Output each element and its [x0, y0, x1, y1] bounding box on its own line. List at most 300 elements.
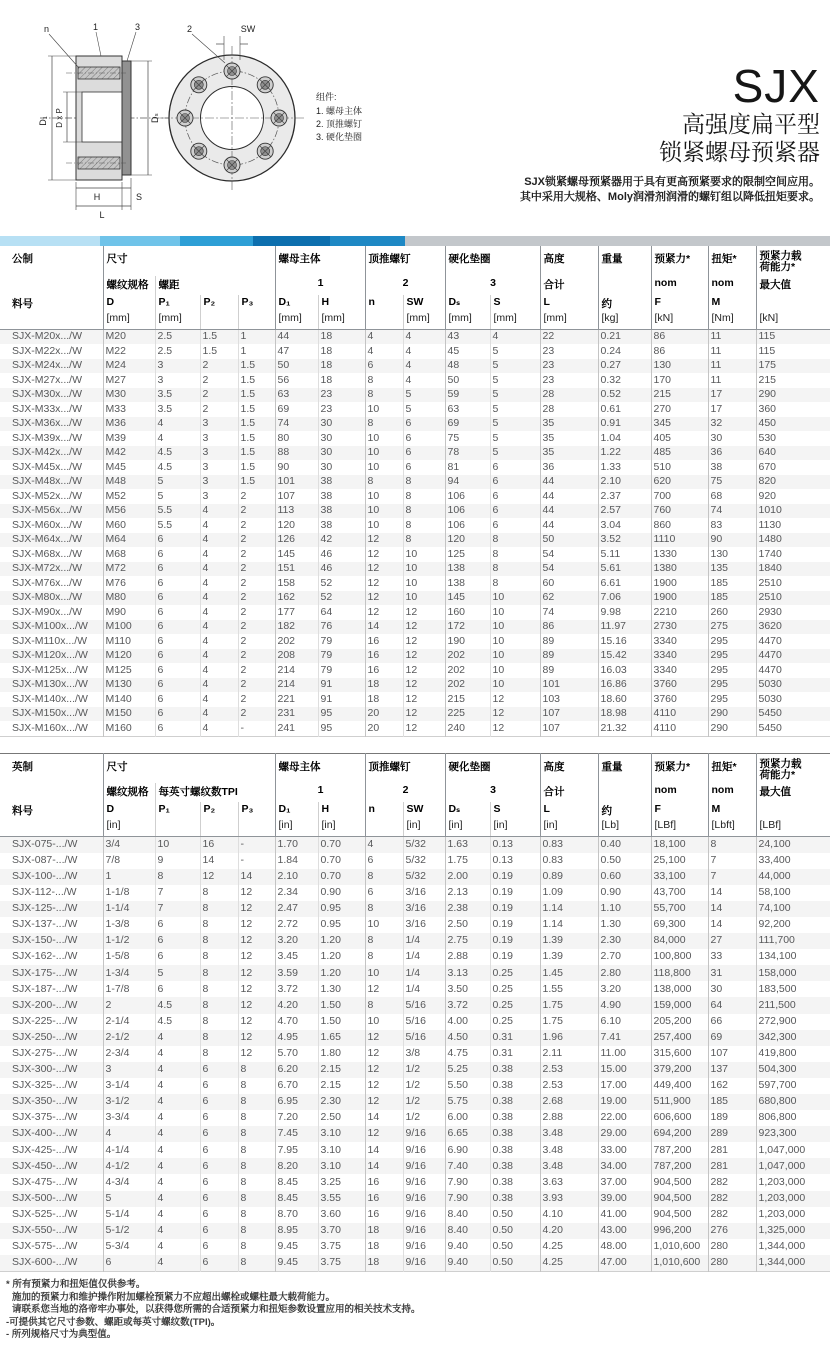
value-cell: 10	[365, 446, 403, 461]
part-number-cell: SJX-M90x.../W	[12, 605, 83, 618]
value-cell: 231	[275, 707, 318, 722]
value-cell: -	[238, 721, 275, 736]
nut-body-group-header: 螺母主体	[275, 753, 365, 783]
value-cell: 1010	[756, 504, 830, 519]
value-cell: 2	[238, 649, 275, 664]
value-cell: 4.5	[155, 460, 200, 475]
table-row	[0, 1078, 830, 1094]
legend-item-2: 2. 顶推螺钉	[316, 119, 363, 129]
value-cell: 1.5	[238, 460, 275, 475]
value-cell: 1.5	[238, 446, 275, 461]
value-cell: 1-7/8	[103, 981, 155, 997]
value-cell: -	[238, 836, 275, 853]
part-number-header: 料号	[12, 805, 33, 817]
title-block	[520, 62, 820, 205]
value-cell: M100	[103, 620, 155, 635]
part-number-cell: SJX-087-.../W	[12, 853, 78, 866]
value-cell: 44	[540, 504, 598, 519]
part-number-cell: SJX-150-.../W	[12, 934, 78, 947]
value-cell: 8	[200, 901, 238, 917]
value-cell: 4	[155, 1191, 200, 1207]
value-cell: 0.40	[598, 836, 651, 853]
value-cell: 0.50	[598, 853, 651, 869]
value-cell: 3	[200, 431, 238, 446]
value-cell: 69	[445, 417, 490, 432]
value-cell: 7.90	[445, 1174, 490, 1190]
part-number-cell: SJX-M60x.../W	[12, 518, 83, 531]
value-cell: 8	[403, 533, 445, 548]
value-cell: 3620	[756, 620, 830, 635]
tpi-header: 每英寸螺纹数TPI	[155, 783, 275, 802]
value-cell: 12	[238, 901, 275, 917]
value-cell: 3.10	[318, 1158, 365, 1174]
value-cell: M72	[103, 562, 155, 577]
value-cell: 8	[200, 1046, 238, 1062]
value-cell: 8	[200, 949, 238, 965]
value-cell: 0.91	[598, 417, 651, 432]
value-cell: 145	[275, 547, 318, 562]
value-cell: 1,047,000	[756, 1142, 830, 1158]
value-cell: 7.06	[598, 591, 651, 606]
value-cell: 18	[318, 373, 365, 388]
table-row	[0, 1062, 830, 1078]
table-row	[0, 901, 830, 917]
table-row	[0, 446, 830, 461]
value-cell: 1/4	[403, 949, 445, 965]
value-cell: 10	[365, 402, 403, 417]
value-cell: 3.5	[155, 388, 200, 403]
table-row	[0, 1014, 830, 1030]
value-cell: 1/2	[403, 1110, 445, 1126]
value-cell: 0.19	[490, 933, 540, 949]
value-cell: 1.22	[598, 446, 651, 461]
table-row	[0, 576, 830, 591]
front-view	[160, 24, 304, 190]
value-cell: 2.72	[275, 917, 318, 933]
jack-screw-group-header: 顶推螺钉	[365, 246, 445, 276]
value-cell: 3.13	[445, 965, 490, 981]
value-cell: 6.65	[445, 1126, 490, 1142]
brand-bar-segment	[180, 236, 253, 246]
value-cell: 185	[708, 591, 756, 606]
value-cell: 62	[540, 591, 598, 606]
value-cell: 1.5	[238, 417, 275, 432]
value-cell: 4	[200, 620, 238, 635]
value-cell: 5	[155, 475, 200, 490]
footnote-line-5: - 所列规格尺寸为典型值。	[6, 1329, 117, 1341]
value-cell: 202	[445, 649, 490, 664]
value-cell: 6	[155, 620, 200, 635]
value-cell: 2	[238, 504, 275, 519]
value-cell: 7	[708, 869, 756, 885]
table-row	[0, 1174, 830, 1190]
value-cell: 860	[651, 518, 708, 533]
value-cell: M76	[103, 576, 155, 591]
value-cell: 172	[445, 620, 490, 635]
size-group-header: 尺寸	[103, 246, 275, 276]
value-cell: 5	[490, 402, 540, 417]
value-cell: M39	[103, 431, 155, 446]
value-cell: 7.95	[275, 1142, 318, 1158]
value-cell: 8	[365, 388, 403, 403]
value-cell: 23	[318, 402, 365, 417]
value-cell: 30	[318, 460, 365, 475]
value-cell: 6.95	[275, 1094, 318, 1110]
value-cell: 8	[238, 1158, 275, 1174]
value-cell: 8.40	[445, 1207, 490, 1223]
value-cell: 54	[540, 547, 598, 562]
unit-f: [kN]	[651, 311, 708, 329]
value-cell: 50	[275, 359, 318, 374]
value-cell: 92,200	[756, 917, 830, 933]
value-cell: 107	[540, 721, 598, 736]
value-cell: 640	[756, 446, 830, 461]
value-cell: 38	[318, 518, 365, 533]
value-cell: 2.88	[445, 949, 490, 965]
value-cell: 88	[275, 446, 318, 461]
unit-f: [LBf]	[651, 818, 708, 836]
value-cell: 315,600	[651, 1046, 708, 1062]
value-cell: 0.38	[490, 1142, 540, 1158]
value-cell: 17	[708, 402, 756, 417]
value-cell: 6	[403, 446, 445, 461]
component-1-header: 1	[275, 276, 365, 295]
value-cell: 6	[200, 1174, 238, 1190]
value-cell: 38	[318, 504, 365, 519]
value-cell: 44	[540, 489, 598, 504]
value-cell: 8.20	[275, 1158, 318, 1174]
value-cell: 16	[365, 1191, 403, 1207]
value-cell: 159,000	[651, 997, 708, 1013]
value-cell: 4	[365, 344, 403, 359]
value-cell: 345	[651, 417, 708, 432]
value-cell: 6	[155, 678, 200, 693]
table-row	[0, 417, 830, 432]
page-header	[0, 0, 830, 236]
value-cell: 1/4	[403, 933, 445, 949]
value-cell: 190	[445, 634, 490, 649]
value-cell: 9/16	[403, 1207, 445, 1223]
value-cell: 4-1/2	[103, 1158, 155, 1174]
col-n: n	[365, 295, 403, 311]
value-cell: M20	[103, 329, 155, 344]
value-cell: 118,800	[651, 965, 708, 981]
value-cell: 680,800	[756, 1094, 830, 1110]
value-cell: 4.20	[275, 997, 318, 1013]
value-cell: 3.5	[155, 402, 200, 417]
value-cell: 0.25	[490, 981, 540, 997]
value-cell: 0.27	[598, 359, 651, 374]
value-cell: 69,300	[651, 917, 708, 933]
value-cell: 215	[756, 373, 830, 388]
value-cell: 84,000	[651, 933, 708, 949]
value-cell: 52	[318, 576, 365, 591]
value-cell: 45	[445, 344, 490, 359]
imperial-table-header	[0, 753, 830, 836]
value-cell: M27	[103, 373, 155, 388]
capacity-group-header: 预紧力载荷能力*	[756, 753, 830, 783]
value-cell: 2.15	[318, 1078, 365, 1094]
unit-d1: [mm]	[275, 311, 318, 329]
value-cell: 12	[238, 949, 275, 965]
value-cell: 185	[708, 1094, 756, 1110]
value-cell: 12	[490, 721, 540, 736]
value-cell: 12	[238, 1030, 275, 1046]
value-cell: 7	[155, 885, 200, 901]
brand-bar-rest	[405, 236, 830, 246]
value-cell: 0.31	[490, 1046, 540, 1062]
value-cell: 7.90	[445, 1191, 490, 1207]
value-cell: 1740	[756, 547, 830, 562]
value-cell: M42	[103, 446, 155, 461]
value-cell: 3-1/2	[103, 1094, 155, 1110]
value-cell: 4	[403, 344, 445, 359]
value-cell: 1.5	[238, 373, 275, 388]
col-approx: 约	[598, 295, 651, 311]
value-cell: 4470	[756, 634, 830, 649]
value-cell: 1.65	[318, 1030, 365, 1046]
value-cell: 86	[651, 329, 708, 344]
value-cell: 113	[275, 504, 318, 519]
value-cell: 44	[275, 329, 318, 344]
value-cell: 55,700	[651, 901, 708, 917]
value-cell: 1,010,600	[651, 1255, 708, 1272]
value-cell: 16	[365, 634, 403, 649]
value-cell: 10	[365, 489, 403, 504]
value-cell: 3/8	[403, 1046, 445, 1062]
value-cell: 6	[490, 475, 540, 490]
dim-label-h: H	[93, 192, 101, 202]
value-cell: 2510	[756, 576, 830, 591]
unit-l: [in]	[540, 818, 598, 836]
value-cell: 1.75	[540, 997, 598, 1013]
table-row	[0, 678, 830, 693]
col-n: n	[365, 802, 403, 818]
table-row	[0, 1046, 830, 1062]
height-group-header: 高度	[540, 753, 598, 783]
value-cell: 0.13	[490, 836, 540, 853]
value-cell: 35	[540, 431, 598, 446]
value-cell: 2.10	[598, 475, 651, 490]
footnote-line-4: -可提供其它尺寸参数、螺距或每英寸螺纹数(TPI)。	[6, 1316, 221, 1328]
value-cell: M68	[103, 547, 155, 562]
value-cell: 8	[490, 533, 540, 548]
value-cell: 23	[540, 359, 598, 374]
value-cell: 4110	[651, 721, 708, 736]
value-cell: 9.45	[275, 1255, 318, 1272]
value-cell: 6	[155, 981, 200, 997]
value-cell: 10	[365, 1014, 403, 1030]
value-cell: 4	[200, 591, 238, 606]
value-cell: 1	[238, 329, 275, 344]
value-cell: 215	[651, 388, 708, 403]
value-cell: 0.19	[490, 869, 540, 885]
table-row	[0, 965, 830, 981]
value-cell: 100,800	[651, 949, 708, 965]
value-cell: 126	[275, 533, 318, 548]
value-cell: 38	[708, 460, 756, 475]
value-cell: 0.83	[540, 836, 598, 853]
value-cell: 1,325,000	[756, 1223, 830, 1239]
value-cell: 0.38	[490, 1191, 540, 1207]
value-cell: M80	[103, 591, 155, 606]
value-cell: 2-1/4	[103, 1014, 155, 1030]
value-cell: 19.00	[598, 1094, 651, 1110]
value-cell: 37.00	[598, 1174, 651, 1190]
value-cell: 295	[708, 634, 756, 649]
value-cell: 74	[708, 504, 756, 519]
value-cell: M36	[103, 417, 155, 432]
value-cell: 8	[365, 997, 403, 1013]
callout-n: n	[44, 24, 50, 34]
part-number-cell: SJX-225-.../W	[12, 1014, 78, 1027]
value-cell: 4.5	[155, 1014, 200, 1030]
size-group-header: 尺寸	[103, 753, 275, 783]
value-cell: 8	[238, 1174, 275, 1190]
value-cell: 0.50	[490, 1207, 540, 1223]
value-cell: 162	[708, 1078, 756, 1094]
value-cell: 2.00	[445, 869, 490, 885]
value-cell: 4.20	[540, 1223, 598, 1239]
description-line-2: 其中采用大规格、Moly润滑剂润滑的螺钉组以降低扭矩要求。	[519, 191, 820, 203]
table-row	[0, 547, 830, 562]
value-cell: 8	[365, 869, 403, 885]
value-cell: 6	[155, 634, 200, 649]
col-sw: SW	[403, 802, 445, 818]
value-cell: 107	[708, 1046, 756, 1062]
component-3-header: 3	[445, 783, 540, 802]
value-cell: 214	[275, 663, 318, 678]
value-cell: 1-3/4	[103, 965, 155, 981]
value-cell: 3.48	[540, 1158, 598, 1174]
value-cell: 6	[155, 917, 200, 933]
value-cell: 12	[365, 1062, 403, 1078]
value-cell: 170	[651, 373, 708, 388]
value-cell: 56	[275, 373, 318, 388]
value-cell: 16	[365, 1174, 403, 1190]
value-cell: 3340	[651, 634, 708, 649]
total-header: 合计	[540, 783, 598, 802]
value-cell: 7.40	[445, 1158, 490, 1174]
table-row	[0, 460, 830, 475]
value-cell: 3.10	[318, 1126, 365, 1142]
value-cell: 7.45	[275, 1126, 318, 1142]
part-number-cell: SJX-M56x.../W	[12, 504, 83, 516]
value-cell: M140	[103, 692, 155, 707]
col-h: H	[318, 295, 365, 311]
value-cell: 5	[155, 965, 200, 981]
metric-table-header	[0, 246, 830, 329]
value-cell: 280	[708, 1255, 756, 1272]
value-cell: 6	[490, 504, 540, 519]
value-cell: 9/16	[403, 1239, 445, 1255]
value-cell: 12	[490, 707, 540, 722]
value-cell: 5	[103, 1191, 155, 1207]
value-cell: 0.52	[598, 388, 651, 403]
value-cell: 3.72	[275, 981, 318, 997]
value-cell: 10	[365, 917, 403, 933]
value-cell: 202	[445, 678, 490, 693]
unit-ds: [in]	[445, 818, 490, 836]
value-cell: 28	[540, 388, 598, 403]
value-cell: 1,047,000	[756, 1158, 830, 1174]
col-p3: P₃	[238, 802, 275, 818]
part-number-cell: SJX-M125x.../W	[12, 663, 88, 676]
value-cell: 6	[200, 1191, 238, 1207]
part-number-cell: SJX-M150x.../W	[12, 707, 88, 719]
value-cell: 6	[155, 605, 200, 620]
value-cell: 276	[708, 1223, 756, 1239]
col-m: M	[708, 802, 756, 818]
value-cell: 5030	[756, 692, 830, 707]
col-d: D	[103, 295, 155, 311]
value-cell: 5	[490, 359, 540, 374]
value-cell: M60	[103, 518, 155, 533]
value-cell: 4	[490, 329, 540, 344]
value-cell: 4	[200, 678, 238, 693]
value-cell: M48	[103, 475, 155, 490]
value-cell: 8	[200, 997, 238, 1013]
value-cell: 0.70	[318, 853, 365, 869]
brand-bar-segment	[330, 236, 405, 246]
part-number-cell: SJX-575-.../W	[12, 1240, 78, 1253]
value-cell: 0.38	[490, 1158, 540, 1174]
nom-f-header: nom	[651, 276, 708, 295]
value-cell: 4	[200, 707, 238, 722]
value-cell: 1900	[651, 576, 708, 591]
value-cell: 44	[540, 475, 598, 490]
value-cell: 282	[708, 1174, 756, 1190]
value-cell: M52	[103, 489, 155, 504]
value-cell: 6	[403, 417, 445, 432]
value-cell: 282	[708, 1207, 756, 1223]
region-header: 英制	[12, 760, 33, 773]
value-cell: 11	[708, 329, 756, 344]
value-cell: 69	[275, 402, 318, 417]
value-cell: 450	[756, 417, 830, 432]
nom-f-header: nom	[651, 783, 708, 802]
value-cell: 6.10	[598, 1014, 651, 1030]
part-number-cell: SJX-162-.../W	[12, 950, 78, 963]
value-cell: 10	[490, 620, 540, 635]
value-cell: 8	[365, 373, 403, 388]
value-cell: 510	[651, 460, 708, 475]
part-number-cell: SJX-M64x.../W	[12, 533, 83, 545]
value-cell: 5	[490, 431, 540, 446]
value-cell: 33,100	[651, 869, 708, 885]
value-cell: 63	[275, 388, 318, 403]
footnote-line-1: * 所有预紧力和扭矩值仅供参考。	[6, 1279, 146, 1291]
value-cell: 260	[708, 605, 756, 620]
value-cell: 4	[200, 605, 238, 620]
col-h: H	[318, 802, 365, 818]
value-cell: 6	[155, 591, 200, 606]
value-cell: 8	[403, 475, 445, 490]
value-cell: 10	[365, 431, 403, 446]
value-cell: 295	[708, 692, 756, 707]
value-cell: 30	[318, 431, 365, 446]
value-cell: 4	[155, 417, 200, 432]
value-cell: 3/16	[403, 917, 445, 933]
value-cell: 18	[365, 678, 403, 693]
value-cell: 12	[238, 917, 275, 933]
value-cell: 38	[318, 489, 365, 504]
table-row	[0, 533, 830, 548]
value-cell: 3760	[651, 692, 708, 707]
value-cell: 115	[756, 329, 830, 344]
value-cell: 0.95	[318, 901, 365, 917]
value-cell: 66	[708, 1014, 756, 1030]
